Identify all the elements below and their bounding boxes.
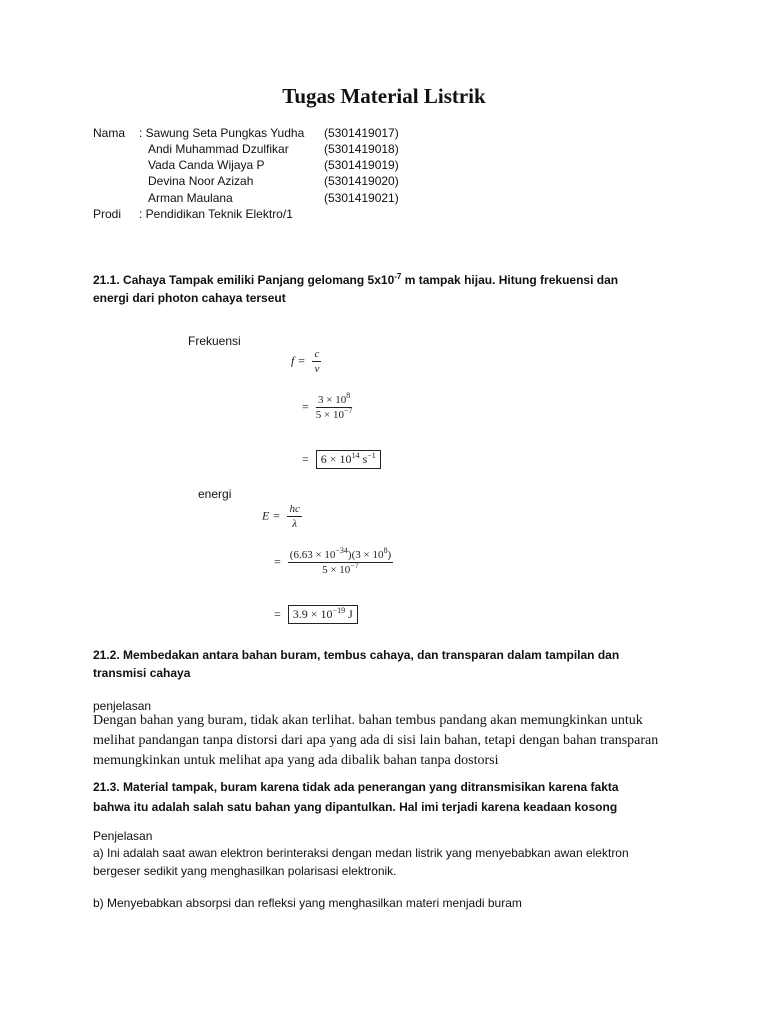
e2-den: 5 × 10: [322, 564, 351, 576]
q3-answer-b: b) Menyebabkan absorpsi dan refleksi yang menghasilkan materi menjadi buram: [93, 896, 522, 910]
fraction: [315, 391, 353, 421]
f2-num-sup: 8: [346, 391, 351, 400]
f2-num: 3 × 10: [318, 394, 347, 406]
q2-line2: transmisi cahaya: [93, 666, 191, 680]
result-box: [288, 605, 358, 624]
f3-sup: 14: [351, 451, 360, 460]
e3-base: 3.9 × 10: [292, 607, 333, 621]
prodi-value: : Pendidikan Teknik Elektro/1: [139, 207, 293, 221]
q3-line2: bahwa itu adalah salah satu bahan yang dipantulkan. Hal imi terjadi karena keadaan kosong: [93, 800, 618, 814]
document-title: Tugas Material Listrik: [282, 84, 486, 108]
equals-sign: =: [274, 554, 281, 569]
e2-num-c: ): [387, 549, 392, 561]
equals-sign: =: [274, 607, 281, 621]
q1-line1-post: m tampak hijau. Hitung frekuensi dan: [401, 273, 619, 287]
f3-unit-sup: −1: [367, 451, 376, 460]
equals-sign: =: [302, 399, 309, 414]
f2-den-sup: −7: [344, 406, 353, 415]
q2-explanation-label: penjelasan: [93, 699, 152, 713]
e2-num-b: )(3 × 10: [347, 549, 384, 561]
f3-base: 6 × 10: [320, 452, 352, 466]
q3-explanation-label: Penjelasan: [93, 829, 153, 843]
e-lhs: E =: [262, 508, 281, 523]
fraction: [287, 503, 301, 530]
member-nim: (5301419019): [324, 158, 399, 172]
energy-formula: [262, 503, 302, 530]
member-name: Devina Noor Azizah: [148, 174, 254, 188]
frekuensi-label: Frekuensi: [188, 334, 241, 348]
q3-a-line1: a) Ini adalah saat awan elektron berinteraksi dengan medan listrik yang menyebabkan awan elektron: [93, 846, 629, 860]
f-lhs: f =: [291, 353, 306, 368]
frequency-result: [302, 450, 381, 469]
member-nim: (5301419018): [324, 142, 399, 156]
member-name: Arman Maulana: [148, 191, 233, 205]
member-nim: (5301419021): [324, 191, 399, 205]
f-num: c: [314, 348, 320, 360]
q2-expl-line: memungkinkan untuk melihat apa yang ada dibalik bahan tanpa dostorsi: [93, 753, 499, 768]
e2-den-sup: −7: [350, 561, 359, 570]
e3-sup: −19: [332, 606, 346, 615]
question-21-2: [93, 646, 693, 682]
energy-result: [274, 605, 358, 624]
e2-num-b-sup: 8: [383, 546, 388, 555]
q1-line1-sup: -7: [394, 272, 402, 281]
question-21-1: [93, 271, 693, 307]
q2-line1: 21.2. Membedakan antara bahan buram, tembus cahaya, dan transparan dalam tampilan dan: [93, 648, 620, 662]
energi-label: energi: [198, 487, 232, 501]
e2-num-a: (6.63 × 10: [289, 549, 336, 561]
prodi-label: Prodi: [93, 207, 122, 221]
q3-a-line2: bergeser sedikit yang menghasilkan polarisasi elektronik.: [93, 864, 397, 878]
q2-expl-line: Dengan bahan yang buram, tidak akan terlihat. bahan tembus pandang akan memungkinkan untuk: [93, 713, 643, 728]
question-21-3: [93, 778, 693, 816]
q3-line1: 21.3. Material tampak, buram karena tidak ada penerangan yang ditransmisikan karena fakta: [93, 780, 619, 794]
e2-num-a-sup: −34: [335, 546, 348, 555]
member-name: Andi Muhammad Dzulfikar: [148, 142, 289, 156]
frequency-formula: [291, 348, 321, 375]
member-nim: (5301419020): [324, 174, 399, 188]
q1-line2: energi dari photon cahaya terseut: [93, 291, 286, 305]
e-num: hc: [289, 503, 300, 515]
q1-line1-pre: 21.1. Cahaya Tampak emiliki Panjang gelomang 5x10: [93, 273, 395, 287]
nama-label: Nama: [93, 126, 126, 140]
f2-den: 5 × 10: [315, 409, 344, 421]
member-name: : Sawung Seta Pungkas Yudha: [139, 126, 305, 140]
member-name: Vada Canda Wijaya P: [148, 158, 265, 172]
energy-substitution: [274, 546, 393, 576]
e3-unit: J: [345, 607, 353, 621]
fraction: [288, 546, 393, 576]
q2-expl-line: melihat pandangan tanpa distorsi dari apa yang ada di sisi lain bahan, tetapi dengan bahan transparan: [93, 733, 659, 748]
f-den: v: [314, 363, 320, 375]
equals-sign: =: [302, 452, 309, 466]
q3-answer-a: [93, 844, 713, 880]
fraction: [312, 348, 321, 375]
frequency-substitution: [302, 391, 353, 421]
member-nim: (5301419017): [324, 126, 399, 140]
f3-unit: s: [359, 452, 368, 466]
result-box: [316, 450, 381, 469]
q2-explanation: [93, 711, 713, 771]
e-den: λ: [292, 518, 298, 530]
